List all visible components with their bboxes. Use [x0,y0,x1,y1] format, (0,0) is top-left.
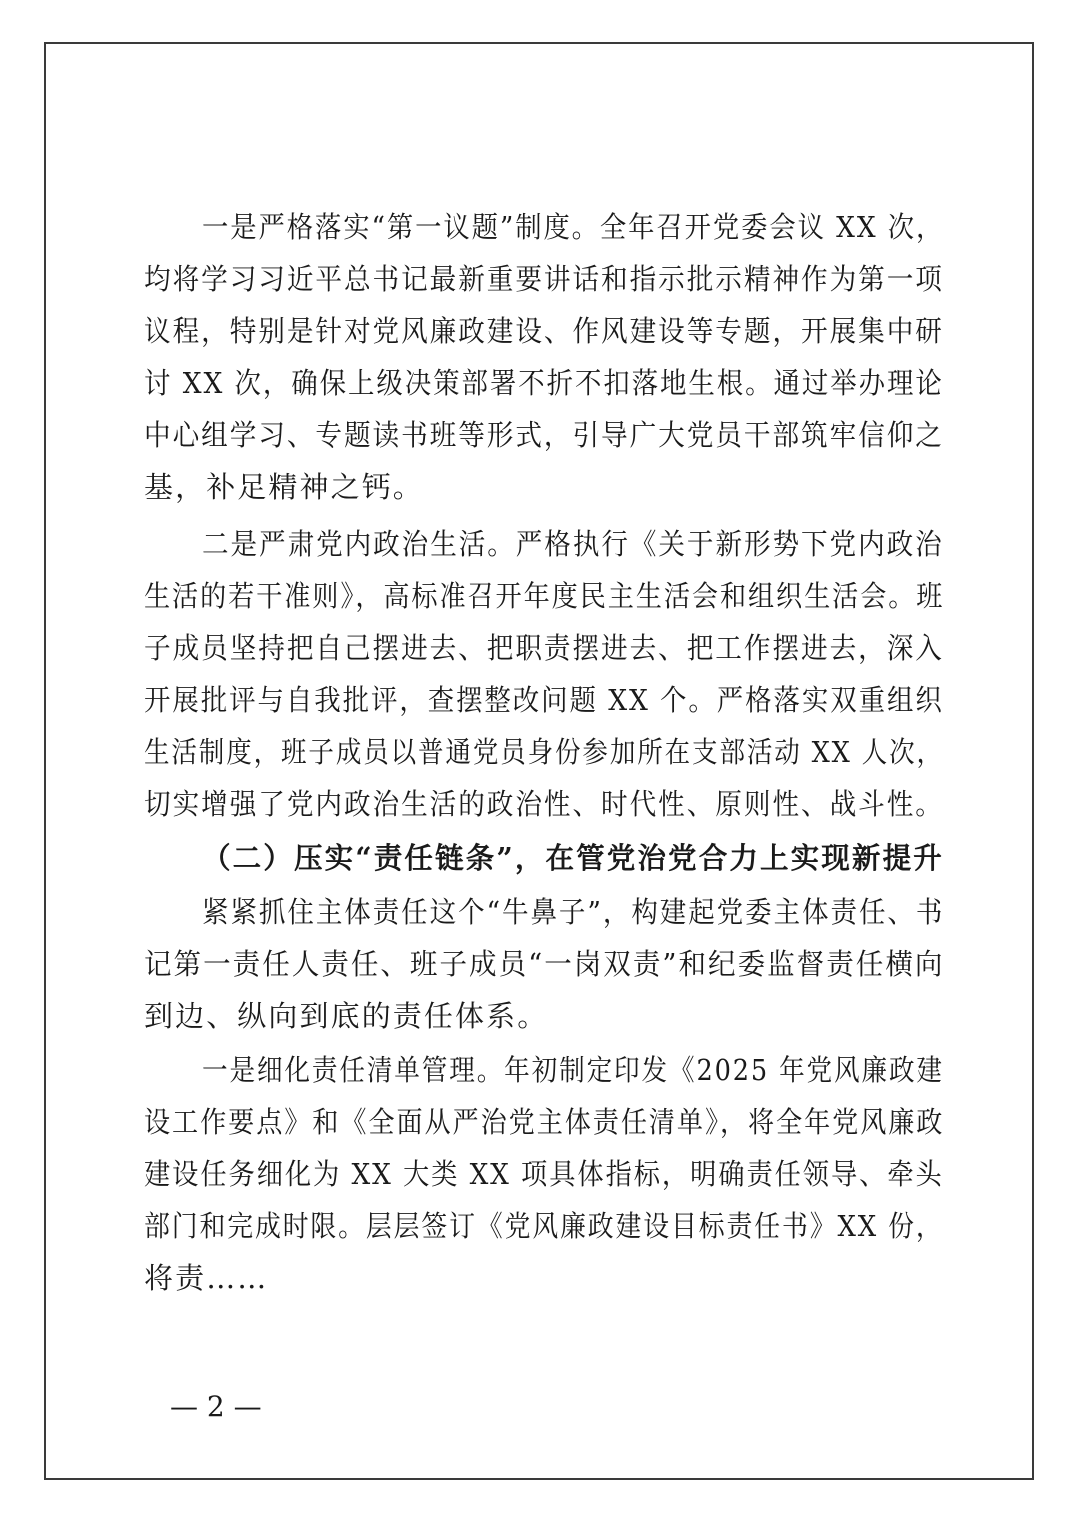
paragraph-4-line-5: 将责…… [144,1261,269,1295]
paragraph-2-line-4: 开展批评与自我批评，查摆整改问题 XX 个。严格落实双重组织 [144,683,944,717]
paragraph-1-line-2: 均将学习习近平总书记最新重要讲话和指示批示精神作为第一项 [144,262,944,296]
paragraph-4-line-2: 设工作要点》和《全面从严治党主体责任清单》，将全年党风廉政 [144,1105,945,1139]
paragraph-4-line-4: 部门和完成时限。层层签订《党风廉政建设目标责任书》XX 份， [144,1209,944,1243]
paragraph-2-line-3: 子成员坚持把自己摆进去、把职责摆进去、把工作摆进去，深入 [144,631,944,665]
section-heading: （二）压实“责任链条”，在管党治党合力上实现新提升 [202,841,944,875]
paragraph-2-line-6: 切实增强了党内政治生活的政治性、时代性、原则性、战斗性。 [144,787,944,821]
paragraph-2-line-1: 二是严肃党内政治生活。严格执行《关于新形势下党内政治 [202,527,944,561]
paragraph-1-line-6: 基，补足精神之钙。 [144,470,424,504]
paragraph-4-line-1: 一是细化责任清单管理。年初制定印发《2025 年党风廉政建 [202,1053,944,1087]
paragraph-4-line-3: 建设任务细化为 XX 大类 XX 项具体指标，明确责任领导、牵头 [144,1157,944,1191]
page-number: — 2 — [170,1390,262,1423]
paragraph-1-line-3: 议程，特别是针对党风廉政建设、作风建设等专题，开展集中研 [144,314,944,348]
paragraph-2-line-5: 生活制度，班子成员以普通党员身份参加所在支部活动 XX 人次， [144,735,944,769]
paragraph-3-line-3: 到边、纵向到底的责任体系。 [144,999,549,1033]
paragraph-3-line-2: 记第一责任人责任、班子成员“一岗双责”和纪委监督责任横向 [144,947,945,981]
paragraph-1-line-1: 一是严格落实“第一议题”制度。全年召开党委会议 XX 次， [202,210,945,244]
paragraph-3-line-1: 紧紧抓住主体责任这个“牛鼻子”，构建起党委主体责任、书 [202,895,945,929]
paragraph-1-line-4: 讨 XX 次，确保上级决策部署不折不扣落地生根。通过举办理论 [144,366,944,400]
paragraph-2-line-2: 生活的若干准则》，高标准召开年度民主生活会和组织生活会。班 [144,579,945,613]
paragraph-1-line-5: 中心组学习、专题读书班等形式，引导广大党员干部筑牢信仰之 [144,418,944,452]
